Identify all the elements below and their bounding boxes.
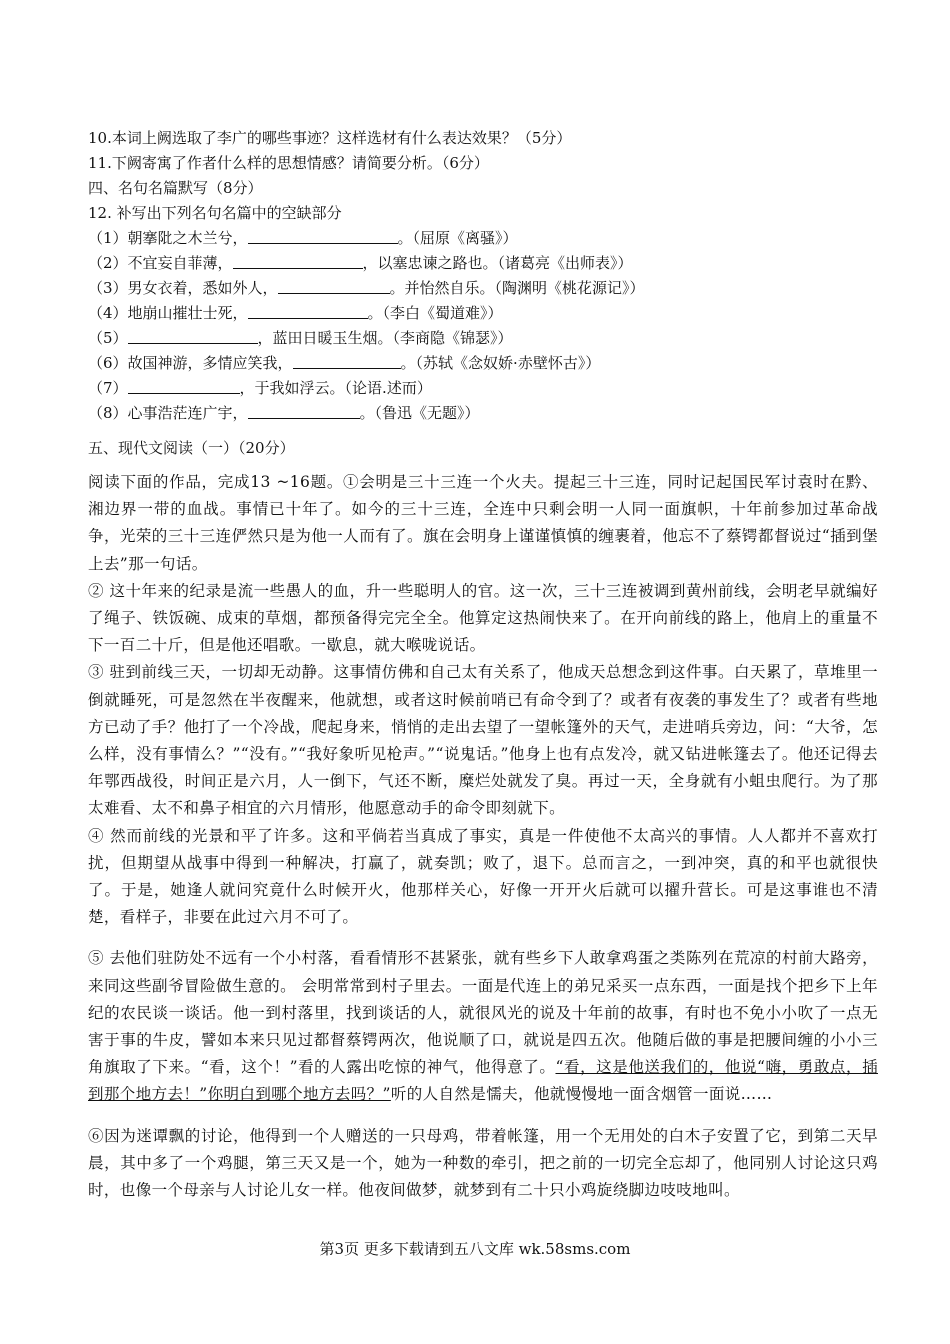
paragraph-3: ③ 驻到前线三天，一切却无动静。这事情仿佛和自己太有关系了，他成天总想念到这件事。白天累了，草堆里一倒就睡死，可是忽然在半夜醒来，他就想，或者这时候前哨已有命令到了？或者有夜袭的事发生了？或者有些地方已动了手？他打了一个冷战，爬起身来，悄悄的走出去望了一望帐篷外的天气，走进哨兵旁边，问：“大爷，怎么样，没有事情么？”“没有。”“我好象听见枪声。”“说鬼话。”他身上也有点发冷，就又钻进帐篷去了。他还记得去年鄂西战役，时间正是六月，人一倒下，气还不断，糜烂处就发了臭。再过一天，全身就有小蛆虫爬行。为了那太难看、太不和鼻子相宜的六月情形，他愿意动手的命令即刻就下。 bbox=[88, 663, 878, 818]
fill-text: （6）故国神游，多情应笑我， bbox=[88, 354, 293, 372]
fill-text: 。（苏轼《念奴娇·赤壁怀古》） bbox=[400, 354, 601, 372]
fill-text: ，以塞忠谏之路也。（诸葛亮《出师表》） bbox=[362, 254, 633, 272]
fill-item bbox=[88, 326, 878, 351]
page-footer: 第3页 更多下载请到五八文库 wk.58sms.com bbox=[319, 1240, 631, 1258]
paragraph-spacer bbox=[88, 1109, 878, 1123]
question-10: 10.本词上阙选取了李广的哪些事迹？这样选材有什么表达效果？（5分） bbox=[88, 129, 572, 147]
answer-blank bbox=[293, 354, 401, 369]
answer-blank bbox=[128, 379, 240, 394]
fill-text: 。（屈原《离骚》） bbox=[397, 229, 518, 247]
section-heading-4: 四、名句名篇默写（8分） bbox=[88, 179, 263, 197]
paragraph-5-tail: 听的人自然是懦夫，他就慢慢地一面含烟管一面说…… bbox=[390, 1085, 773, 1104]
answer-blank bbox=[248, 229, 398, 244]
answer-blank bbox=[248, 404, 360, 419]
paragraph-2: ② 这十年来的纪录是流一些愚人的血，升一些聪明人的官。这一次，三十三连被调到黄州前线，会明老早就编好了绳子、铁饭碗、成束的草烟，都预备得完完全全。他算定这热闹快来了。在开向前线的路上，他肩上的重量不下一百二十斤，但是他还唱歌。一歇息，就大喉咙说话。 bbox=[88, 581, 878, 655]
fill-item bbox=[88, 376, 878, 401]
fill-text: （4）地崩山摧壮士死， bbox=[88, 304, 248, 322]
answer-blank bbox=[278, 279, 390, 294]
section-heading-5: 五、现代文阅读（一）（20分） bbox=[88, 439, 295, 457]
fill-item bbox=[88, 401, 878, 426]
fill-text: ，蓝田日暖玉生烟。（李商隐《锦瑟》） bbox=[257, 329, 513, 347]
paragraph-5 bbox=[88, 945, 878, 1108]
fill-item bbox=[88, 351, 878, 376]
fill-text: （5） bbox=[88, 329, 128, 347]
paragraph-spacer bbox=[88, 931, 878, 945]
fill-item bbox=[88, 226, 878, 251]
answer-blank bbox=[248, 304, 368, 319]
fill-text: ，于我如浮云。（论语.述而） bbox=[239, 379, 432, 397]
fill-text: 。（李白《蜀道难》） bbox=[367, 304, 503, 322]
question-12: 12. 补写出下列名句名篇中的空缺部分 bbox=[88, 204, 342, 222]
underlined-quote: “看，这是他送我们的，他说“嗨，勇敢点，插到那个地方去！”你明白到哪个地方去吗？” bbox=[88, 1058, 878, 1104]
fill-text: （7） bbox=[88, 379, 128, 397]
paragraph-1: 阅读下面的作品，完成13 ~16题。①会明是三十三连一个火夫。提起三十三连，同时记起国民军讨袁时在黔、湘边界一带的血战。事情已十年了。如今的三十三连，全连中只剩会明一人同一面旗帜，十年前参加过革命战争，光荣的三十三连俨然只是为他一人而有了。旗在会明身上谨谨慎慎的缠裹着，他忘不了蔡锷都督说过“插到堡上去”那一句话。 bbox=[88, 473, 878, 573]
answer-blank bbox=[128, 329, 258, 344]
paragraph-6: ⑥因为迷谭飘的讨论，他得到一个人赠送的一只母鸡，带着帐篷，用一个无用处的白木子安置了它，到第二天早晨，其中多了一个鸡腿，第三天又是一个，她为一种数的牵引，把之前的一切完全忘却了，他同别人讨论这只鸡时，也像一个母亲与人讨论儿女一样。他夜间做梦，就梦到有二十只小鸡旋绕脚边吱吱地叫。 bbox=[88, 1126, 878, 1200]
question-11: 11.下阙寄寓了作者什么样的思想情感？请简要分析。（6分） bbox=[88, 154, 489, 172]
fill-text: 。（鲁迅《无题》） bbox=[359, 404, 480, 422]
fill-item bbox=[88, 251, 878, 276]
answer-blank bbox=[233, 254, 363, 269]
fill-item bbox=[88, 301, 878, 326]
paragraph-4: ④ 然而前线的光景和平了许多。这和平倘若当真成了事实，真是一件使他不太高兴的事情。人人都并不喜欢打扰，但期望从战事中得到一种解决，打赢了，就奏凯；败了，退下。总而言之，一到冲突，真的和平也就很快了。于是，她逢人就问究竟什么时候开火，他那样关心，好像一开开火后就可以擢升营长。可是这事谁也不清楚，看样子，非要在此过六月不可了。 bbox=[88, 826, 878, 927]
document-page bbox=[88, 126, 878, 1204]
paragraph-5-text: ⑤ 去他们驻防处不远有一个小村落，看看情形不甚紧张，就有些乡下人敢拿鸡蛋之类陈列在荒凉的村前大路旁，来同这些副爷冒险做生意的。 会明常常到村子里去。一面是代连上的弟兄采买一点东西，一面是找个把乡下上年纪的农民谈一谈话。他一到村落里，找到谈话的人，就很风光的说及十年前的故事，有时也不免小小吹了一点无害于事的牛皮，譬如本来只见过都督蔡锷两次，他说顺了口，就说是四五次。他随后做的事是把腰间缠的小小三角旗取了下来。“看，这个！”看的人露出吃惊的神气，他得意了。 bbox=[88, 949, 878, 1077]
fill-text: （1）朝搴阰之木兰兮， bbox=[88, 229, 248, 247]
fill-text: （3）男女衣着，悉如外人， bbox=[88, 279, 278, 297]
fill-text: （8）心事浩茫连广宇， bbox=[88, 404, 248, 422]
fill-text: 。并怡然自乐。（陶渊明《桃花源记》） bbox=[389, 279, 645, 297]
fill-text: （2）不宜妄自菲薄， bbox=[88, 254, 233, 272]
fill-item bbox=[88, 276, 878, 301]
